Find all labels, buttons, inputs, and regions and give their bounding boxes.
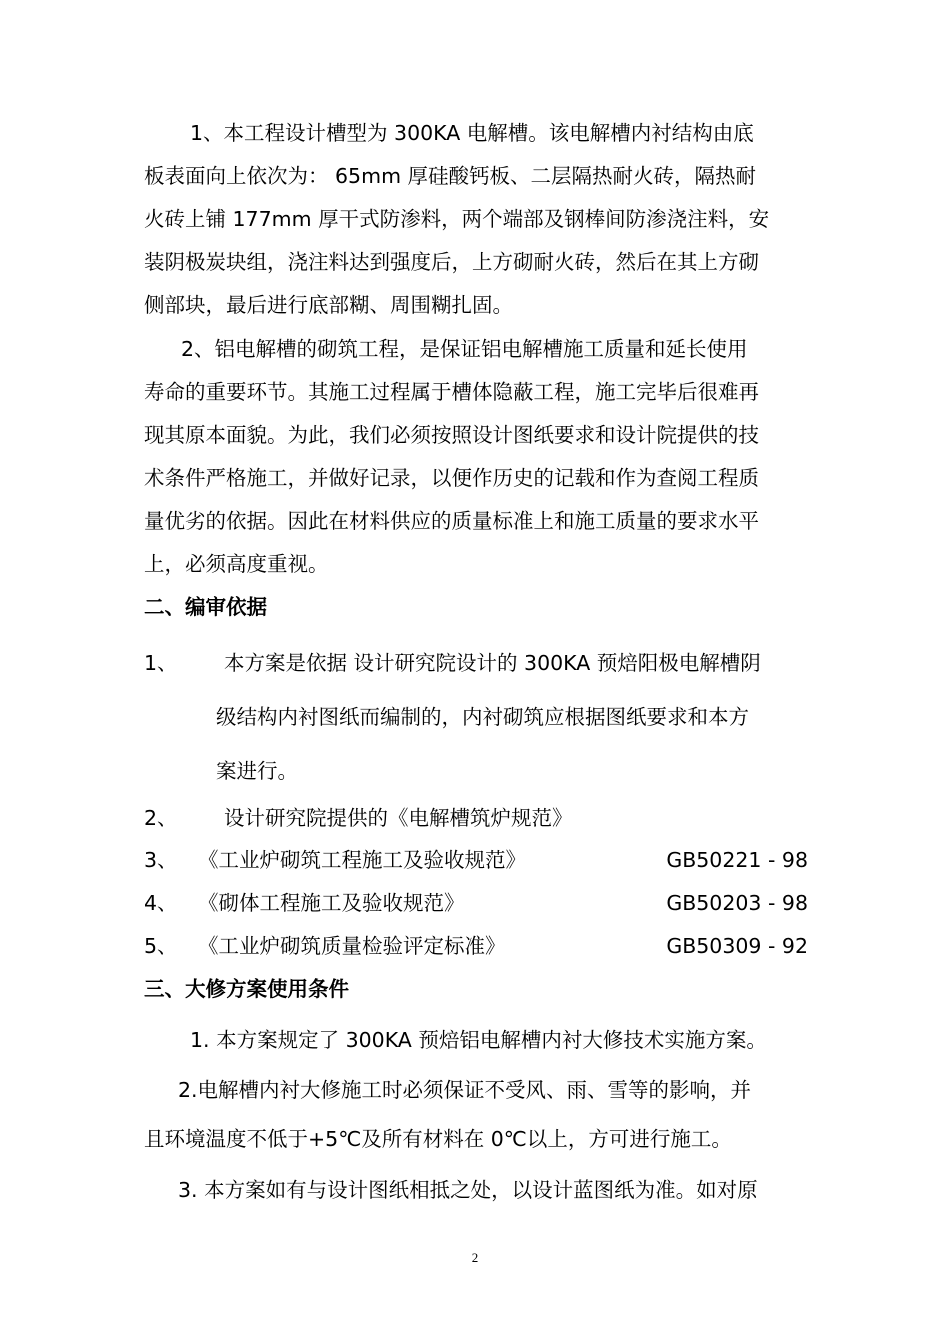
paragraph-2-line-5: 量优劣的依据。因此在材料供应的质量标准上和施工质量的要求水平 [144, 509, 759, 533]
item-3-number: 3、 [144, 848, 178, 872]
item-5-standard-code: GB50309 - 92 [666, 934, 808, 958]
item-1-line-2: 级结构内衬图纸而编制的，内衬砌筑应根据图纸要求和本方 [216, 705, 749, 729]
paragraph-2-line-2: 寿命的重要环节。其施工过程属于槽体隐蔽工程，施工完毕后很难再 [144, 380, 759, 404]
paragraph-1-line-2: 板表面向上依次为： 65mm 厚硅酸钙板、二层隔热耐火砖，隔热耐 [144, 164, 757, 188]
section-3-paragraph-2-line-1: 2.电解槽内衬大修施工时必须保证不受风、雨、雪等的影响，并 [178, 1078, 752, 1102]
item-1-line-3: 案进行。 [216, 759, 298, 783]
section-3-paragraph-1: 1. 本方案规定了 300KA 预焙铝电解槽内衬大修技术实施方案。 [190, 1028, 767, 1052]
item-1-number: 1、 [144, 651, 178, 675]
item-1-line-1: 本方案是依据 设计研究院设计的 300KA 预焙阳极电解槽阴 [224, 651, 761, 675]
item-4-text: 《砌体工程施工及验收规范》 [198, 891, 465, 915]
item-5-text: 《工业炉砌筑质量检验评定标准》 [198, 934, 506, 958]
item-3-standard-code: GB50221 - 98 [666, 848, 808, 872]
paragraph-2-line-6: 上，必须高度重视。 [144, 552, 329, 576]
item-5-number: 5、 [144, 934, 178, 958]
paragraph-1-line-1: 1、本工程设计槽型为 300KA 电解槽。该电解槽内衬结构由底 [190, 121, 754, 145]
paragraph-1-line-4: 装阴极炭块组，浇注料达到强度后，上方砌耐火砖，然后在其上方砌 [144, 250, 759, 274]
page-number: 2 [471, 1250, 479, 1265]
paragraph-2-line-4: 术条件严格施工，并做好记录，以便作历史的记载和作为查阅工程质 [144, 466, 759, 490]
paragraph-1-line-5: 侧部块，最后进行底部糊、周围糊扎固。 [144, 293, 513, 317]
item-4-standard-code: GB50203 - 98 [666, 891, 808, 915]
item-3-text: 《工业炉砌筑工程施工及验收规范》 [198, 848, 526, 872]
item-2-text: 设计研究院提供的《电解槽筑炉规范》 [224, 806, 573, 830]
paragraph-2-line-1: 2、铝电解槽的砌筑工程，是保证铝电解槽施工质量和延长使用 [181, 337, 748, 361]
item-4-number: 4、 [144, 891, 178, 915]
paragraph-1-line-3: 火砖上铺 177mm 厚干式防渗料，两个端部及钢棒间防渗浇注料，安 [144, 207, 770, 231]
section-3-paragraph-3: 3. 本方案如有与设计图纸相抵之处，以设计蓝图纸为准。如对原 [178, 1178, 758, 1202]
section-3-heading: 三、大修方案使用条件 [144, 977, 349, 1001]
item-2-number: 2、 [144, 806, 178, 830]
section-3-paragraph-2-line-2: 且环境温度不低于+5℃及所有材料在 0℃以上，方可进行施工。 [144, 1127, 732, 1151]
paragraph-2-line-3: 现其原本面貌。为此，我们必须按照设计图纸要求和设计院提供的技 [144, 423, 759, 447]
section-2-heading: 二、编审依据 [144, 595, 267, 619]
